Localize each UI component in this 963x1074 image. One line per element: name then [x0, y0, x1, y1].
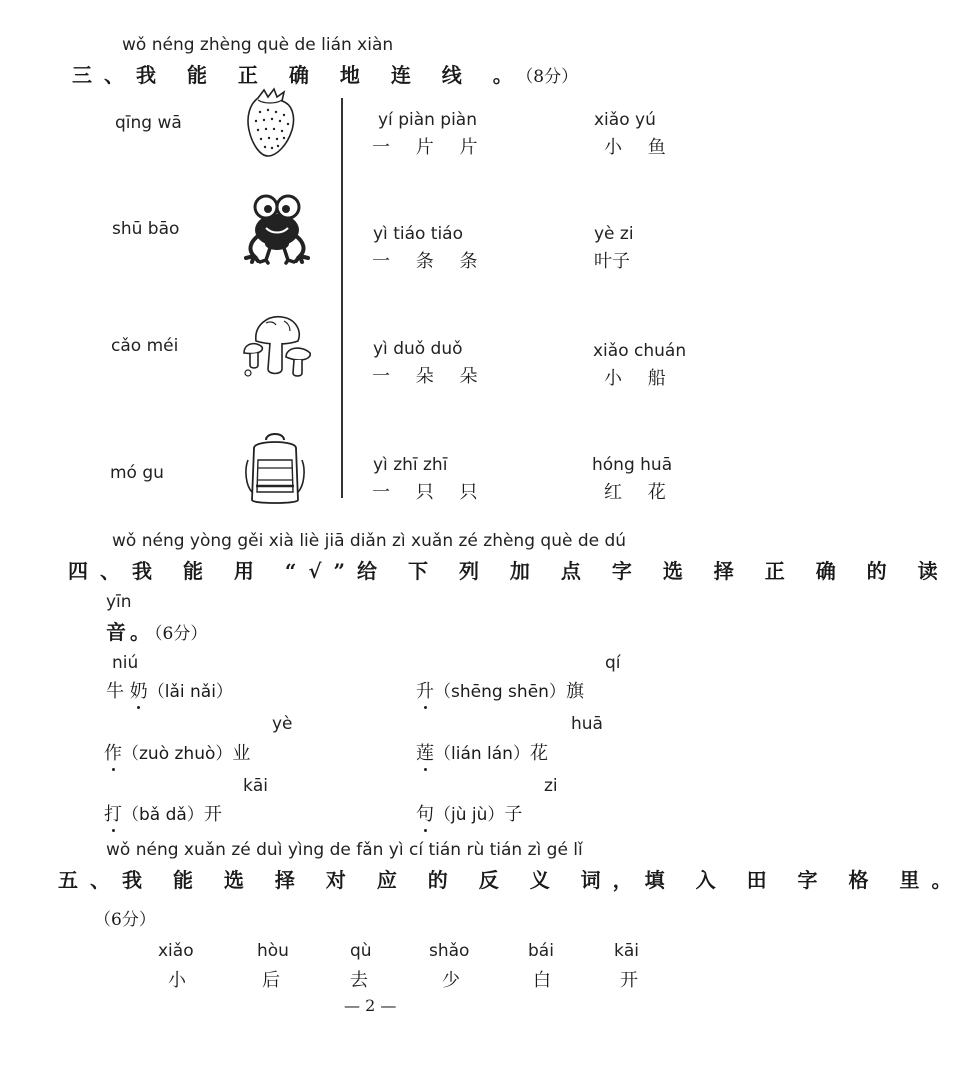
word6-pinyin: kāi [614, 941, 639, 961]
strawberry-icon [240, 88, 300, 160]
word1-pinyin: xiǎo [158, 941, 194, 961]
right-pinyin-1: xiǎo yú [594, 110, 656, 130]
mid-pinyin-1: yí piàn piàn [378, 110, 478, 130]
item6-dotted-char: 句 [416, 800, 434, 826]
page-number: — 2 — [344, 996, 397, 1015]
section4-title2-text: 音。 [106, 620, 154, 644]
item2-options[interactable]: （shēng shēn） [434, 682, 566, 702]
item1-dotted-char: 奶 [130, 677, 148, 703]
item3-top-pinyin: yè [272, 714, 293, 734]
item4-top-pinyin: huā [571, 714, 603, 734]
item4-tail: 花 [529, 743, 548, 764]
column-divider [341, 98, 343, 498]
word5-pinyin: bái [528, 941, 554, 961]
word3-pinyin: qù [350, 941, 372, 961]
section3-pinyin: wǒ néng zhèng què de lián xiàn [122, 35, 394, 55]
section5-pinyin: wǒ néng xuǎn zé duì yìng de fǎn yì cí tián rù tián zì gé lǐ [106, 840, 583, 860]
mid-text-1: 一 片 片 [372, 137, 488, 158]
item3-options[interactable]: （zuò zhuò） [122, 744, 233, 764]
frog-icon [244, 192, 310, 264]
mid-pinyin-4: yì zhī zhī [373, 455, 448, 475]
right-pinyin-4: hóng huā [592, 455, 673, 475]
item5-top-pinyin: kāi [243, 776, 268, 796]
mid-pinyin-3: yì duǒ duǒ [373, 339, 463, 359]
item1 [106, 677, 233, 703]
section3-points: （8分） [524, 67, 579, 87]
right-text-3: 小 船 [604, 368, 676, 389]
backpack-icon [244, 430, 306, 506]
left-pinyin-1: qīng wā [115, 113, 182, 133]
word6-char: 开 [620, 970, 638, 991]
mid-text-3: 一 朵 朵 [372, 366, 488, 387]
item5-dotted-char: 打 [104, 800, 122, 826]
word3-char: 去 [350, 970, 368, 991]
item2-top-pinyin: qí [605, 653, 621, 673]
item6-top-pinyin: zi [544, 776, 558, 796]
right-text-2: 叶子 [594, 251, 630, 272]
item3 [104, 739, 250, 765]
item6 [416, 800, 522, 826]
word5-char: 白 [533, 970, 551, 991]
word2-pinyin: hòu [257, 941, 289, 961]
section4-pinyin: wǒ néng yòng gěi xià liè jiā diǎn zì xuǎn zé zhèng què de dú [112, 531, 627, 551]
section4-points: （6分） [154, 624, 208, 644]
word1-char: 小 [168, 970, 186, 991]
section4-title: 四、我 能 用 “√”给 下 列 加 点 字 选 择 正 确 的 读 [68, 559, 950, 583]
item4-dotted-char: 莲 [416, 739, 434, 765]
word4-char: 少 [442, 970, 460, 991]
left-pinyin-4: mó gu [110, 463, 164, 483]
section5-title: 五、我 能 选 择 对 应 的 反 义 词，填 入 田 字 格 里。 [58, 868, 963, 892]
section3-title [72, 59, 578, 88]
section3-title-text: 三、我 能 正 确 地 连 线 。 [72, 63, 525, 87]
section5-points: （6分） [94, 910, 156, 930]
item5 [104, 800, 222, 826]
item2-dotted-char: 升 [416, 677, 434, 703]
item3-tail: 业 [232, 743, 251, 764]
mushroom-icon [240, 313, 314, 379]
mid-pinyin-2: yì tiáo tiáo [373, 224, 464, 244]
word2-char: 后 [262, 970, 280, 991]
item5-tail: 开 [203, 804, 222, 825]
right-text-1: 小 鱼 [604, 137, 676, 158]
item1-options[interactable]: （lǎi nǎi） [147, 682, 233, 702]
left-pinyin-3: cǎo méi [111, 336, 179, 356]
item5-options[interactable]: （bǎ dǎ） [122, 805, 204, 825]
left-pinyin-2: shū bāo [112, 219, 180, 239]
mid-text-4: 一 只 只 [372, 482, 488, 503]
right-pinyin-2: yè zi [594, 224, 634, 244]
item2-tail: 旗 [565, 681, 584, 702]
section4-title2 [106, 616, 207, 645]
right-pinyin-3: xiǎo chuán [593, 341, 687, 361]
item6-options[interactable]: （jù jù） [434, 805, 505, 825]
mid-text-2: 一 条 条 [372, 251, 488, 272]
item1-top-pinyin: niú [112, 653, 139, 673]
item1-char1: 牛 [106, 681, 124, 702]
word4-pinyin: shǎo [429, 941, 470, 961]
item6-tail: 子 [504, 804, 523, 825]
right-text-4: 红 花 [604, 482, 676, 503]
section4-pinyin2: yīn [106, 592, 132, 612]
item4-options[interactable]: （lián lán） [434, 744, 530, 764]
item3-dotted-char: 作 [104, 739, 122, 765]
item2 [416, 677, 584, 703]
item4 [416, 739, 548, 765]
